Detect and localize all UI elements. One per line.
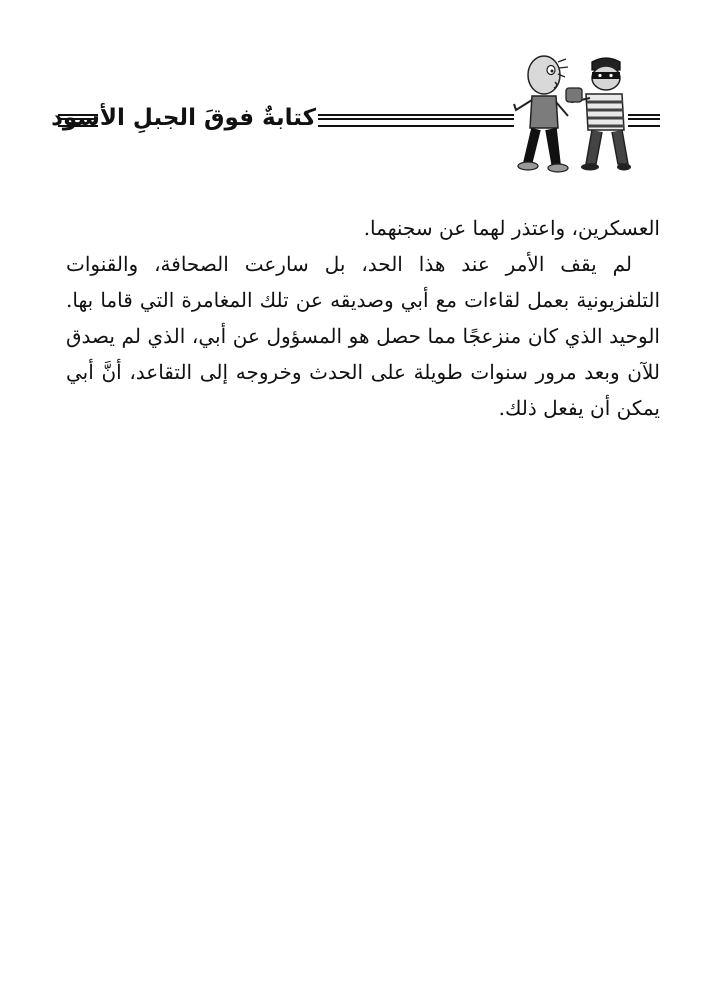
header-rule-right [628, 114, 660, 127]
thief-chasing-boy-illustration [508, 52, 632, 176]
paragraph-1: العسكرين، واعتذر لهما عن سجنهما. [363, 216, 660, 240]
page-title: كتابةٌ فوقَ الجبلِ الأسود [51, 105, 316, 131]
boy-figure [514, 56, 568, 172]
body-text [66, 210, 660, 426]
header-rule-middle [318, 114, 514, 127]
paragraph-2: لم يقف الأمر عند هذا الحد، بل سارعت الصحافة، والقنوات التلفزيونية بعمل لقاءات مع أبي وصديقه عن تلك المغامرة التي قاما بها. الوحيد الذي كان منزعجًا مما حصل هو المسؤول عن أبي، الذي لم يصدق للآن وبعد مرور سنوات طويلة على الحدث وخروجه إلى التقاعد، أنَّ أبي يمكن أن يفعل ذلك. [66, 252, 660, 420]
thief-figure [566, 58, 631, 171]
